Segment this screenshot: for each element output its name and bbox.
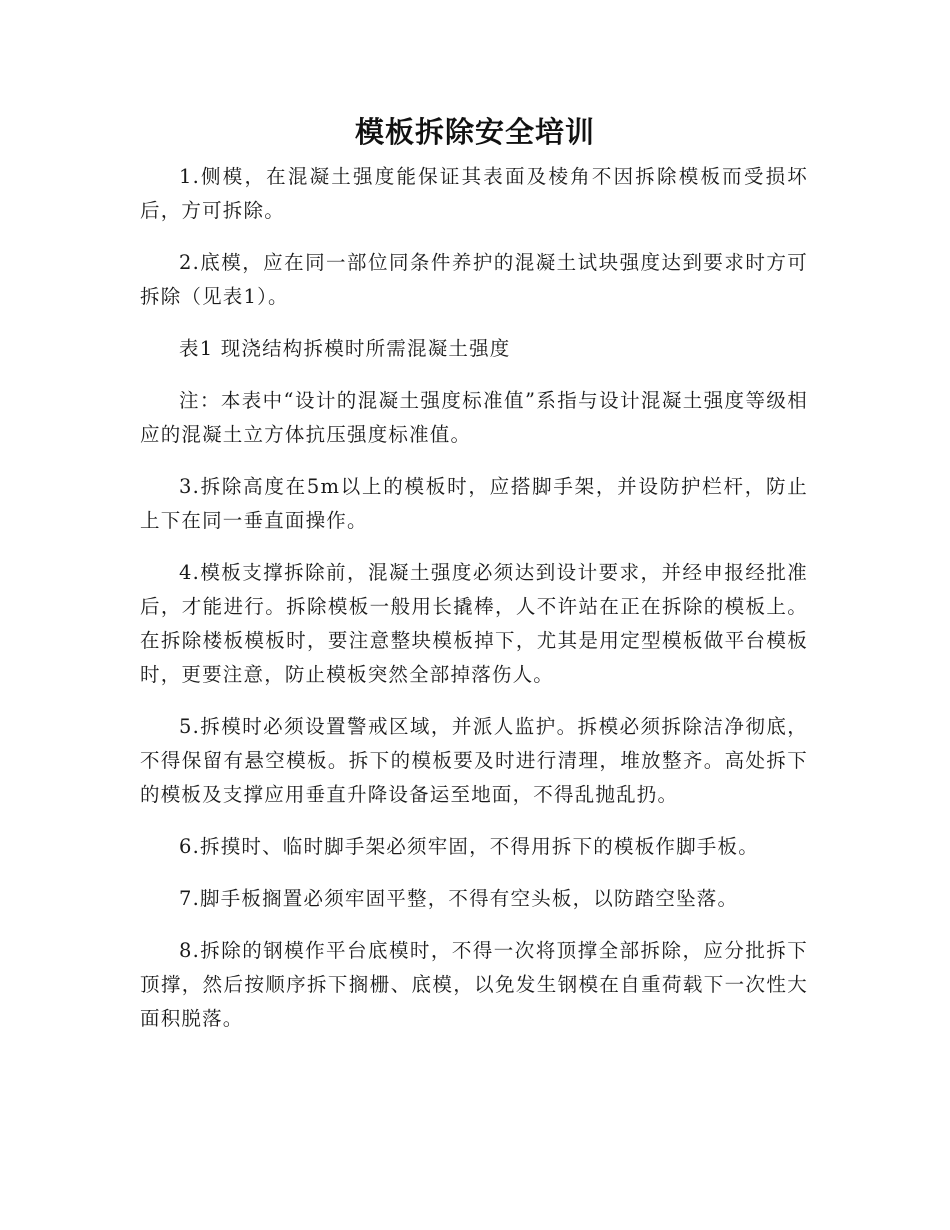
document-body xyxy=(140,160,808,1054)
paragraph-height-scaffold: 3.拆除高度在5m以上的模板时，应搭脚手架，并设防护栏杆，防止上下在同一垂直面操作。 xyxy=(140,475,808,532)
table-caption: 表1 现浇结构拆模时所需混凝土强度 xyxy=(179,337,511,360)
paragraph-temporary-scaffold: 6.拆摸时、临时脚手架必须牢固，不得用拆下的模板作脚手板。 xyxy=(179,835,759,858)
paragraph-bottom-formwork: 2.底模，应在同一部位同条件养护的混凝土试块强度达到要求时方可拆除（见表1）。 xyxy=(140,251,808,308)
paragraph-support-removal: 4.模板支撑拆除前，混凝土强度必须达到设计要求，并经申报经批准后，才能进行。拆除模板一般用长撬棒，人不许站在正在拆除的模板上。在拆除楼板模板时，要注意整块模板掉下，尤其是用定型模板做平台模板时，更要注意，防止模板突然全部掉落伤人。 xyxy=(140,561,808,686)
paragraph-warning-zone: 5.拆模时必须设置警戒区域，并派人监护。拆模必须拆除洁净彻底，不得保留有悬空模板。拆下的模板要及时进行清理，堆放整齐。高处拆下的模板及支撑应用垂直升降设备运至地面，不得乱抛乱扔。 xyxy=(140,715,808,806)
document-title: 模板拆除安全培训 xyxy=(354,115,595,149)
paragraph-steel-formwork: 8.拆除的钢模作平台底模时，不得一次将顶撑全部拆除，应分批拆下顶撑，然后按顺序拆下搁栅、底模，以免发生钢模在自重荷载下一次性大面积脱落。 xyxy=(140,939,808,1030)
paragraph-scaffold-board: 7.脚手板搁置必须牢固平整，不得有空头板，以防踏空坠落。 xyxy=(179,887,739,910)
paragraph-side-formwork: 1.侧模，在混凝土强度能保证其表面及棱角不因拆除模板而受损坏后，方可拆除。 xyxy=(140,165,808,222)
paragraph-table-note: 注：本表中“设计的混凝土强度标准值”系指与设计混凝土强度等级相应的混凝土立方体抗压强度标准值。 xyxy=(140,389,808,446)
